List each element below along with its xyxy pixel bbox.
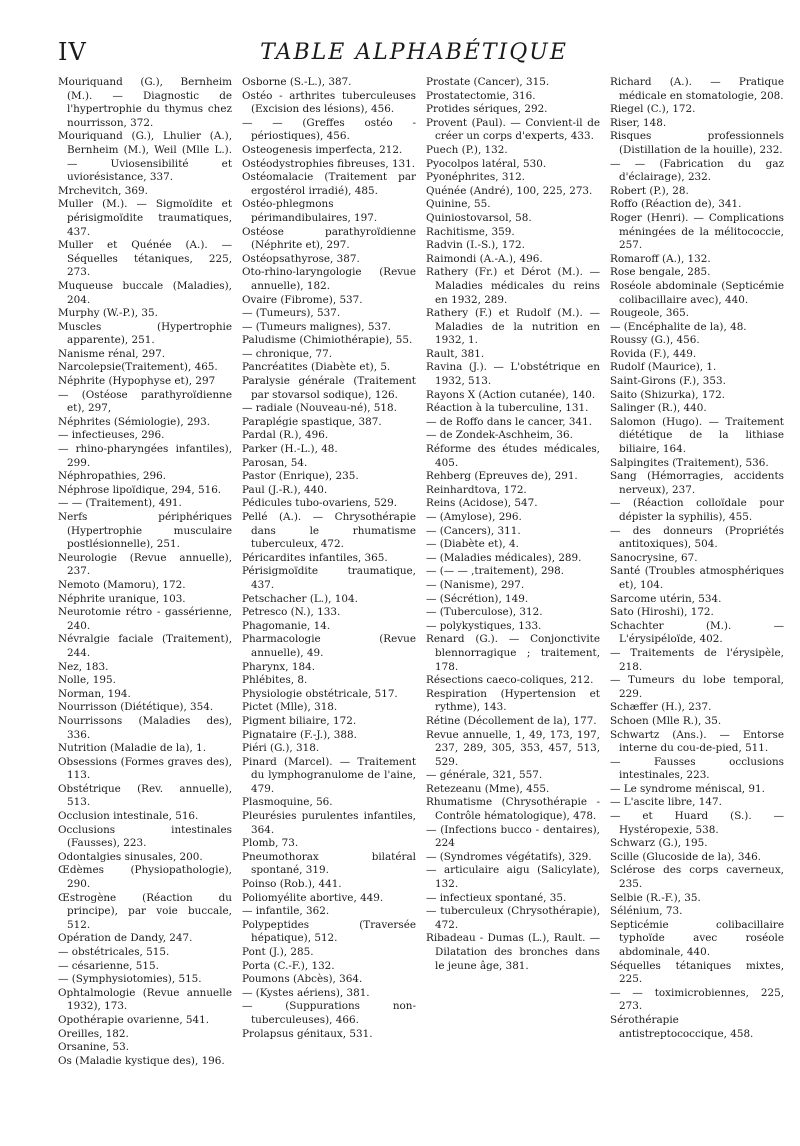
index-entry: Schwarz (G.), 195. (610, 837, 708, 850)
index-entry: Œstrogène (Réaction du principe), par voie buccale, 512. (58, 891, 232, 931)
index-entry: Nerfs périphériques (Hypertrophie musculaire postlésionnelle), 251. (58, 511, 232, 551)
index-entry: Salinger (R.), 440. (610, 402, 707, 415)
index-entry: Rault, 381. (426, 347, 485, 360)
index-entry: — Traitements de l'érysipèle, 218. (610, 646, 784, 673)
index-entry: Physiologie obstétricale, 517. (242, 687, 398, 700)
index-entry: Pictet (Mlle), 318. (242, 701, 338, 714)
index-entry: Pinard (Marcel). — Traitement du lymphogranulome de l'aine, 479. (242, 755, 416, 795)
index-entry: — (Suppurations non-tuberculeuses), 466. (242, 1000, 416, 1026)
index-entry: Sérothérapie antistreptococcique, 458. (610, 1013, 754, 1040)
index-entry: Paralysie générale (Traitement par stovarsol sodique), 126. (242, 375, 416, 401)
index-entry: Pignataire (F.-J.), 388. (242, 728, 357, 741)
index-entry: Néphrites (Sémiologie), 293. (58, 415, 211, 428)
index-entry: Occlusions intestinales (Fausses), 223. (58, 823, 232, 850)
index-entry: Riser, 148. (610, 116, 667, 129)
index-entry: Schachter (M.). — L'érysipéloïde, 402. (610, 619, 784, 646)
index-entry: Revue annuelle, 1, 49, 173, 197, 237, 289, 305, 353, 457, 513, 529. (426, 728, 600, 768)
index-entry: Roséole abdominale (Septicémie colibacillaire avec), 440. (610, 279, 784, 306)
index-entry: Mrchevitch, 369. (58, 184, 148, 197)
index-entry: Nemoto (Mamoru), 172. (58, 578, 186, 591)
index-entry: Pyonéphrites, 312. (426, 171, 525, 184)
index-entry: Pharynx, 184. (242, 660, 316, 673)
index-entry: Ostéopsathyrose, 387. (242, 252, 360, 265)
index-entry: Muqueuse buccale (Maladies), 204. (58, 279, 232, 306)
index-entry: — — (Fabrication du gaz d'éclairage), 232. (610, 157, 784, 184)
index-entry: Pardal (R.), 496. (242, 429, 329, 442)
index-entry: Paraplégie spastique, 387. (242, 415, 382, 428)
index-entry: Séquelles tétaniques mixtes, 225. (610, 959, 784, 986)
index-entry: Parker (H.-L.), 48. (242, 443, 338, 456)
index-entry: Névralgie faciale (Traitement), 244. (58, 633, 232, 659)
index-entry: Quiniostovarsol, 58. (426, 211, 532, 224)
index-entry: Phlébites, 8. (242, 674, 308, 687)
index-entry: Rhumatisme (Chrysothérapie - Contrôle hématologique), 478. (426, 796, 600, 823)
index-entry: Rayons X (Action cutanée), 140. (426, 388, 596, 401)
index-entry: Parosan, 54. (242, 456, 308, 469)
index-entry: — et Huard (S.). — Hystéropexie, 538. (610, 810, 784, 836)
index-entry: Paludisme (Chimiothérapie), 55. (242, 334, 413, 347)
index-entry: — générale, 321, 557. (426, 769, 543, 782)
index-entry: Septicémie colibacillaire typhoïde avec roséole abdominale, 440. (610, 918, 784, 958)
index-entry: Muller (M.). — Sigmoïdite et périsigmoïdite traumatiques, 437. (58, 198, 232, 238)
index-entry: Renard (G.). — Conjonctivite blennorragique ; traitement, 178. (426, 633, 600, 673)
index-entry: Prolapsus génitaux, 531. (242, 1027, 373, 1040)
index-entry: Paul (J.-R.), 440. (242, 483, 328, 496)
index-entry: Néphropathies, 296. (58, 470, 167, 483)
index-entry: Os (Maladie kystique des), 196. (58, 1054, 225, 1067)
index-entry: — Fausses occlusions intestinales, 223. (610, 755, 784, 782)
index-entry: Porta (C.-F.), 132. (242, 959, 335, 972)
index-entry: — césarienne, 515. (58, 959, 159, 972)
index-entry: — (Diabète et), 4. (426, 538, 519, 551)
index-entry: Retezeanu (Mme), 455. (426, 782, 550, 795)
index-entry: Poumons (Abcès), 364. (242, 973, 363, 986)
index-entry: — — toximicrobiennes, 225, 273. (610, 986, 784, 1013)
index-entry: Pastor (Enrique), 235. (242, 470, 359, 483)
index-columns (58, 76, 790, 1136)
index-entry: Salpingites (Traitement), 536. (610, 456, 769, 469)
index-entry: Protides sériques, 292. (426, 103, 548, 116)
index-entry: Saint-Girons (F.), 353. (610, 375, 726, 388)
index-entry: Prostatectomie, 316. (426, 89, 536, 102)
index-entry: Murphy (W.-P.), 35. (58, 307, 158, 320)
index-entry: Péricardites infantiles, 365. (242, 551, 388, 564)
index-entry: Prostate (Cancer), 315. (426, 76, 550, 88)
index-entry: — (Ostéose parathyroïdienne et), 297, (58, 388, 232, 415)
index-entry: Sang (Hémorragies, accidents nerveux), 237. (610, 470, 784, 496)
index-entry: Pleurésies purulentes infantiles, 364. (242, 810, 416, 836)
index-entry: Pancréatites (Diabète et), 5. (242, 361, 391, 374)
index-entry: Schoen (Mlle R.), 35. (610, 714, 722, 727)
index-entry: — polykystiques, 133. (426, 619, 542, 632)
index-entry: Rétine (Décollement de la), 177. (426, 714, 597, 727)
index-entry: Pellé (A.). — Chrysothérapie dans le rhumatisme tuberculeux, 472. (242, 511, 416, 551)
index-entry: — — (Traitement), 491. (58, 497, 182, 510)
index-entry: Risques professionnels (Distillation de la houille), 232. (610, 130, 784, 156)
index-entry: Mouriquand (G.), Lhulier (A.), Bernheim (M.), Weil (Mlle L.). — Uviosensibilité et uviorésistance, 337. (58, 130, 232, 184)
index-entry: — (Sécrétion), 149. (426, 592, 529, 605)
index-entry: Rose bengale, 285. (610, 266, 711, 279)
index-entry: — (— — ,traitement), 298. (426, 565, 565, 578)
index-entry: Plomb, 73. (242, 837, 299, 850)
index-entry: Polypeptides (Traversée hépatique), 512. (242, 918, 416, 945)
index-entry: Rehberg (Epreuves de), 291. (426, 470, 578, 483)
index-entry: Saito (Shizurka), 172. (610, 388, 725, 401)
index-entry: Mouriquand (G.), Bernheim (M.). — Diagnostic de l'hypertrophie du thymus chez nourrisson, 372. (58, 76, 232, 129)
index-entry: Quinine, 55. (426, 198, 491, 211)
index-entry: Poliomyélite abortive, 449. (242, 891, 384, 904)
index-entry: Sarcome utérin, 534. (610, 592, 722, 605)
index-entry: Ostéo - arthrites tuberculeuses (Excision des lésions), 456. (242, 89, 416, 116)
index-entry: Quénée (André), 100, 225, 273. (426, 184, 593, 197)
index-entry: Pédicules tubo-ovariens, 529. (242, 497, 398, 510)
index-entry: Salomon (Hugo). — Traitement diététique de la lithiase biliaire, 164. (610, 415, 784, 456)
index-entry: Roussy (G.), 456. (610, 334, 700, 347)
index-entry: Norman, 194. (58, 687, 131, 700)
index-entry: — Tumeurs du lobe temporal, 229. (610, 674, 784, 700)
index-entry: Pyocolpos latéral, 530. (426, 157, 547, 170)
index-entry: Neurologie (Revue annuelle), 237. (58, 551, 232, 578)
index-entry: Petresco (N.), 133. (242, 606, 341, 619)
index-entry: Pont (J.), 285. (242, 946, 314, 958)
index-entry: Robert (P.), 28. (610, 184, 689, 197)
index-entry: Scille (Glucoside de la), 346. (610, 850, 761, 863)
index-entry: Osteogenesis imperfecta, 212. (242, 143, 403, 156)
index-entry: Nolle, 195. (58, 674, 116, 687)
index-entry: Rovida (F.), 449. (610, 347, 697, 360)
index-entry: Poinso (Rob.), 441. (242, 878, 342, 891)
index-entry: Orsanine, 53. (58, 1041, 129, 1054)
index-entry: Sclérose des corps caverneux, 235. (610, 864, 784, 891)
index-entry: Santé (Troubles atmosphériques et), 104. (610, 565, 784, 591)
index-entry: Rougeole, 365. (610, 307, 690, 320)
index-entry: Neurotomie rétro - gassérienne, 240. (58, 606, 232, 632)
index-entry: Respiration (Hypertension et rythme), 143. (426, 687, 600, 714)
index-entry: — (Cancers), 311. (426, 524, 521, 537)
index-entry: Oreilles, 182. (58, 1027, 129, 1040)
index-entry: — infantile, 362. (242, 905, 330, 918)
index-column (426, 76, 600, 1136)
index-entry: Narcolepsie(Traitement), 465. (58, 361, 218, 374)
index-entry: Richard (A.). — Pratique médicale en stomatologie, 208. (610, 76, 784, 102)
index-entry: — de Roffo dans le cancer, 341. (426, 415, 593, 428)
running-title: TABLE ALPHABÉTIQUE (260, 40, 568, 65)
index-entry: — (Réaction colloïdale pour dépister la syphilis), 455. (610, 497, 784, 523)
index-entry: Schæffer (H.), 237. (610, 701, 712, 714)
index-entry: Roger (Henri). — Complications méningées de la mélitococcie, 257. (610, 211, 784, 252)
index-entry: Pneumothorax bilatéral spontané, 319. (242, 850, 416, 877)
index-entry: Nourrissons (Maladies des), 336. (58, 714, 232, 741)
index-entry: Sanocrysine, 67. (610, 551, 698, 564)
index-entry: — (Syndromes végétatifs), 329. (426, 850, 592, 863)
index-entry: Ovaire (Fibrome), 537. (242, 293, 363, 306)
index-entry: — Le syndrome méniscal, 91. (610, 782, 765, 795)
index-column (610, 76, 784, 1136)
index-entry: Opération de Dandy, 247. (58, 932, 193, 945)
index-entry: — (Symphysiotomies), 515. (58, 973, 202, 986)
index-entry: Ostéomalacie (Traitement par ergostérol irradié), 485. (242, 171, 416, 197)
index-entry: Schwartz (Ans.). — Entorse interne du cou-de-pied, 511. (610, 728, 784, 755)
index-entry: Nourrisson (Diététique), 354. (58, 701, 214, 714)
index-entry: Nanisme rénal, 297. (58, 347, 166, 360)
index-entry: — chronique, 77. (242, 347, 333, 360)
index-entry: Ostéo-phlegmons périmandibulaires, 197. (242, 198, 378, 224)
page-number: IV (58, 38, 87, 66)
index-entry: Néphrose lipoïdique, 294, 516. (58, 483, 222, 496)
index-entry: Piéri (G.), 318. (242, 742, 320, 755)
index-column (242, 76, 416, 1136)
index-entry: Réaction à la tuberculine, 131. (426, 402, 589, 415)
index-column (58, 76, 232, 1136)
index-entry: Néphrite (Hypophyse et), 297 (58, 375, 216, 388)
index-entry: — (Nanisme), 297. (426, 578, 525, 591)
index-entry: — (Tumeurs malignes), 537. (242, 320, 391, 333)
index-entry: Occlusion intestinale, 516. (58, 810, 199, 823)
index-entry: Ribadeau - Dumas (L.), Rault. — Dilatation des bronches dans le jeune âge, 381. (426, 932, 600, 972)
index-entry: Néphrite uranique, 103. (58, 592, 186, 605)
page-header (58, 38, 770, 72)
index-entry: — des donneurs (Propriétés antitoxiques), 504. (610, 524, 784, 551)
index-entry: Petschacher (L.), 104. (242, 592, 358, 605)
index-entry: — (Encéphalite de la), 48. (610, 320, 747, 333)
index-entry: — (Tumeurs), 537. (242, 307, 341, 320)
index-entry: — radiale (Nouveau-né), 518. (242, 402, 397, 415)
index-entry: Œdèmes (Physiopathologie), 290. (58, 864, 232, 891)
index-entry: Rachitisme, 359. (426, 225, 515, 238)
index-entry: — tuberculeux (Chrysothérapie), 472. (426, 905, 600, 931)
index-entry: Roffo (Réaction de), 341. (610, 198, 742, 211)
index-entry: Réforme des études médicales, 405. (426, 443, 600, 469)
index-entry: Phagomanie, 14. (242, 619, 331, 632)
index-entry: Rudolf (Maurice), 1. (610, 361, 717, 374)
index-entry: Rathery (Fr.) et Dérot (M.). — Maladies médicales du reins en 1932, 289. (426, 266, 600, 306)
index-entry: Reins (Acidose), 547. (426, 497, 538, 510)
index-entry: — (Amylose), 296. (426, 511, 522, 523)
index-entry: — infectieuses, 296. (58, 429, 165, 442)
index-entry: Obstétrique (Rev. annuelle), 513. (58, 782, 232, 809)
index-entry: — (Tuberculose), 312. (426, 606, 543, 619)
index-entry: — obstétricales, 515. (58, 946, 170, 958)
index-entry: Riegel (C.), 172. (610, 103, 696, 116)
index-entry: Ostéodystrophies fibreuses, 131. (242, 157, 416, 170)
index-entry: Muller et Quénée (A.). — Séquelles tétaniques, 225, 273. (58, 239, 232, 279)
index-entry: Nutrition (Maladie de la), 1. (58, 742, 207, 755)
index-entry: — rhino-pharyngées infantiles), 299. (58, 443, 232, 469)
index-entry: Opothérapie ovarienne, 541. (58, 1013, 210, 1026)
index-entry: Reinhardtova, 172. (426, 483, 527, 496)
index-entry: Sato (Hiroshi), 172. (610, 606, 714, 619)
index-entry: Rathery (F.) et Rudolf (M.). — Maladies de la nutrition en 1932, 1. (426, 307, 600, 347)
index-entry: — (Infections bucco - dentaires), 224 (426, 823, 600, 850)
index-entry: Muscles (Hypertrophie apparente), 251. (58, 320, 232, 347)
index-entry: — (Maladies médicales), 289. (426, 551, 582, 564)
index-entry: Odontalgies sinusales, 200. (58, 850, 203, 863)
index-entry: Radvin (I.-S.), 172. (426, 239, 525, 252)
index-entry: Selbie (R.-F.), 35. (610, 891, 701, 904)
index-entry: — articulaire aigu (Salicylate), 132. (426, 864, 600, 891)
index-entry: Pigment biliaire, 172. (242, 714, 357, 727)
index-entry: Sélénium, 73. (610, 905, 683, 918)
index-entry: Ophtalmologie (Revue annuelle 1932), 173. (58, 986, 232, 1013)
index-entry: Obsessions (Formes graves des), 113. (58, 755, 232, 782)
index-entry: Provent (Paul). — Convient-il de créer un corps d'experts, 433. (426, 116, 600, 143)
index-entry: Ravina (J.). — L'obstétrique en 1932, 513. (426, 361, 600, 388)
index-entry: Raimondi (A.-A.), 496. (426, 252, 543, 265)
index-entry: Pharmacologie (Revue annuelle), 49. (242, 633, 416, 659)
index-entry: Ostéose parathyroïdienne (Néphrite et), 297. (242, 225, 416, 252)
index-entry: — L'ascite libre, 147. (610, 796, 722, 809)
index-entry: Plasmoquine, 56. (242, 796, 333, 809)
index-entry: Oto-rhino-laryngologie (Revue annuelle), 182. (242, 266, 416, 292)
index-entry: — — (Greffes ostéo - périostiques), 456. (242, 116, 416, 143)
index-entry: Périsigmoïdite traumatique, 437. (242, 565, 416, 591)
index-entry: Résections caeco-coliques, 212. (426, 674, 594, 687)
index-entry: — infectieux spontané, 35. (426, 891, 567, 904)
index-entry: Osborne (S.-L.), 387. (242, 76, 352, 88)
index-entry: Nez, 183. (58, 660, 109, 673)
index-entry: — de Zondek-Aschheim, 36. (426, 429, 573, 442)
index-entry: — (Kystes aériens), 381. (242, 986, 370, 999)
index-entry: Puech (P.), 132. (426, 143, 508, 156)
index-entry: Romaroff (A.), 132. (610, 252, 711, 265)
